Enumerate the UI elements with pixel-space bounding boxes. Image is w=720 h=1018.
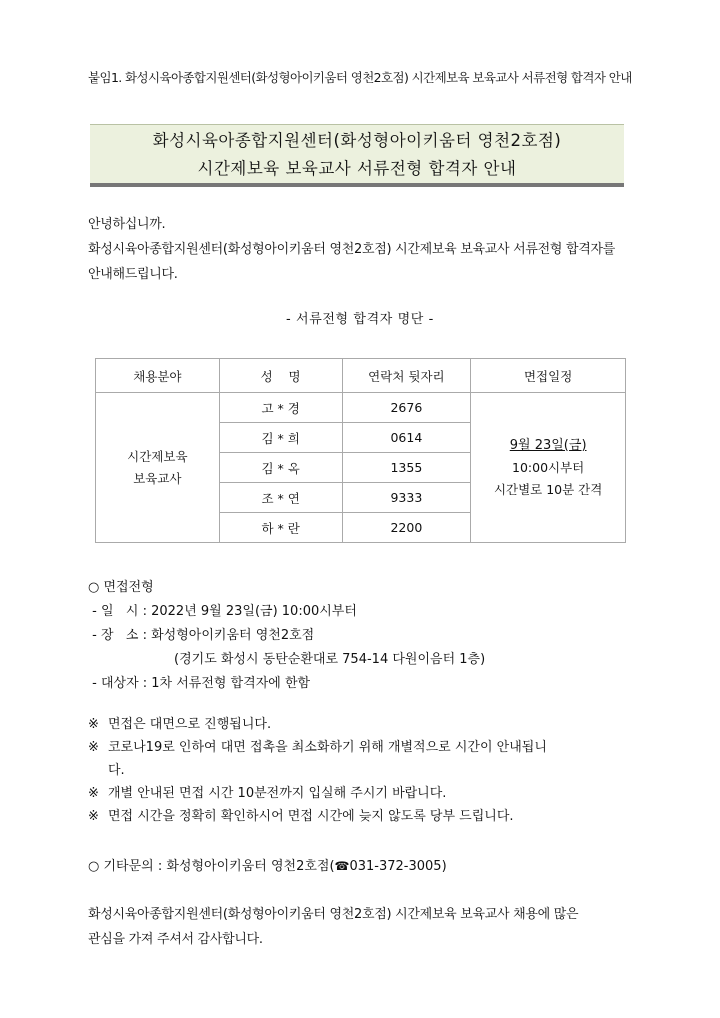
reference-mark: ※ xyxy=(88,786,99,801)
table-row xyxy=(96,393,626,423)
table-header-row xyxy=(96,359,626,393)
name-cell: 고 * 경 xyxy=(219,393,342,423)
notes-block xyxy=(88,713,640,828)
intro-line-3: 안내해드립니다. xyxy=(88,267,178,282)
phone-cell: 1355 xyxy=(342,453,471,483)
contact-line xyxy=(88,855,447,874)
note-text: 면접 시간을 정확히 확인하시어 면접 시간에 늦지 않도록 당부 드립니다. xyxy=(108,809,514,824)
roster-subtitle: - 서류전형 합격자 명단 - xyxy=(286,312,434,327)
schedule-time: 10:00시부터 xyxy=(512,459,585,475)
reference-mark: ※ xyxy=(88,809,99,824)
title-box xyxy=(90,124,624,187)
intro-greeting: 안녕하십니까. xyxy=(88,217,166,232)
interview-address-line: (경기도 화성시 동탄순환대로 754-14 다원이음터 1층) xyxy=(174,652,486,667)
note-text: 개별 안내된 면접 시간 10분전까지 입실해 주시기 바랍니다. xyxy=(108,786,447,801)
closing-text xyxy=(88,902,640,952)
phone-cell: 9333 xyxy=(342,483,471,513)
interview-place-line: - 장 소 : 화성형아이키움터 영천2호점 xyxy=(88,628,315,643)
field-cell xyxy=(96,393,220,543)
contact-phone: 031-372-3005) xyxy=(349,859,447,874)
note-text-continued: 다. xyxy=(108,763,125,778)
phone-icon: ☎ xyxy=(334,859,350,873)
name-cell: 하 * 란 xyxy=(219,513,342,543)
interview-target-line: - 대상자 : 1차 서류전형 합격자에 한함 xyxy=(88,676,311,691)
closing-line-2: 관심을 가져 주셔서 감사합니다. xyxy=(88,932,263,947)
header-schedule: 면접일정 xyxy=(471,359,626,393)
interview-date-line: - 일 시 : 2022년 9월 23일(금) 10:00시부터 xyxy=(88,604,357,619)
field-line-2: 보육교사 xyxy=(133,470,182,486)
header-phone: 연락처 뒷자리 xyxy=(342,359,471,393)
phone-cell: 2200 xyxy=(342,513,471,543)
title-line-1: 화성시육아종합지원센터(화성형아이키움터 영천2호점) xyxy=(152,131,562,150)
reference-mark: ※ xyxy=(88,717,99,732)
header-name: 성 명 xyxy=(219,359,342,393)
note-text: 코로나19로 인하여 대면 접촉을 최소화하기 위해 개별적으로 시간이 안내됩니 xyxy=(108,740,547,755)
title-line-2: 시간제보육 보육교사 서류전형 합격자 안내 xyxy=(197,159,517,178)
intro-text xyxy=(88,212,638,287)
name-cell: 김 * 희 xyxy=(219,423,342,453)
field-line-1: 시간제보육 xyxy=(127,448,188,464)
phone-cell: 2676 xyxy=(342,393,471,423)
note-text: 면접은 대면으로 진행됩니다. xyxy=(108,717,272,732)
reference-mark: ※ xyxy=(88,740,99,755)
roster-table xyxy=(95,358,626,543)
schedule-cell xyxy=(471,393,626,543)
name-cell: 조 * 연 xyxy=(219,483,342,513)
note-item xyxy=(88,713,640,736)
schedule-interval: 시간별로 10분 간격 xyxy=(493,481,603,497)
schedule-date: 9월 23일(금) xyxy=(509,437,587,453)
closing-line-1: 화성시육아종합지원센터(화성형아이키움터 영천2호점) 시간제보육 보육교사 채용에 많은 xyxy=(88,907,579,922)
interview-heading: ○ 면접전형 xyxy=(88,580,154,595)
attachment-label: 붙임1. 화성시육아종합지원센터(화성형아이키움터 영천2호점) 시간제보육 보육교사 서류전형 합격자 안내 xyxy=(88,70,632,85)
name-cell: 김 * 옥 xyxy=(219,453,342,483)
phone-cell: 0614 xyxy=(342,423,471,453)
contact-prefix: ○ 기타문의 : 화성형아이키움터 영천2호점( xyxy=(88,859,335,874)
note-item xyxy=(88,782,640,805)
intro-line-2: 화성시육아종합지원센터(화성형아이키움터 영천2호점) 시간제보육 보육교사 서류전형 합격자를 xyxy=(88,242,615,257)
header-field: 채용분야 xyxy=(96,359,220,393)
note-item xyxy=(88,805,640,828)
note-item xyxy=(88,736,640,759)
